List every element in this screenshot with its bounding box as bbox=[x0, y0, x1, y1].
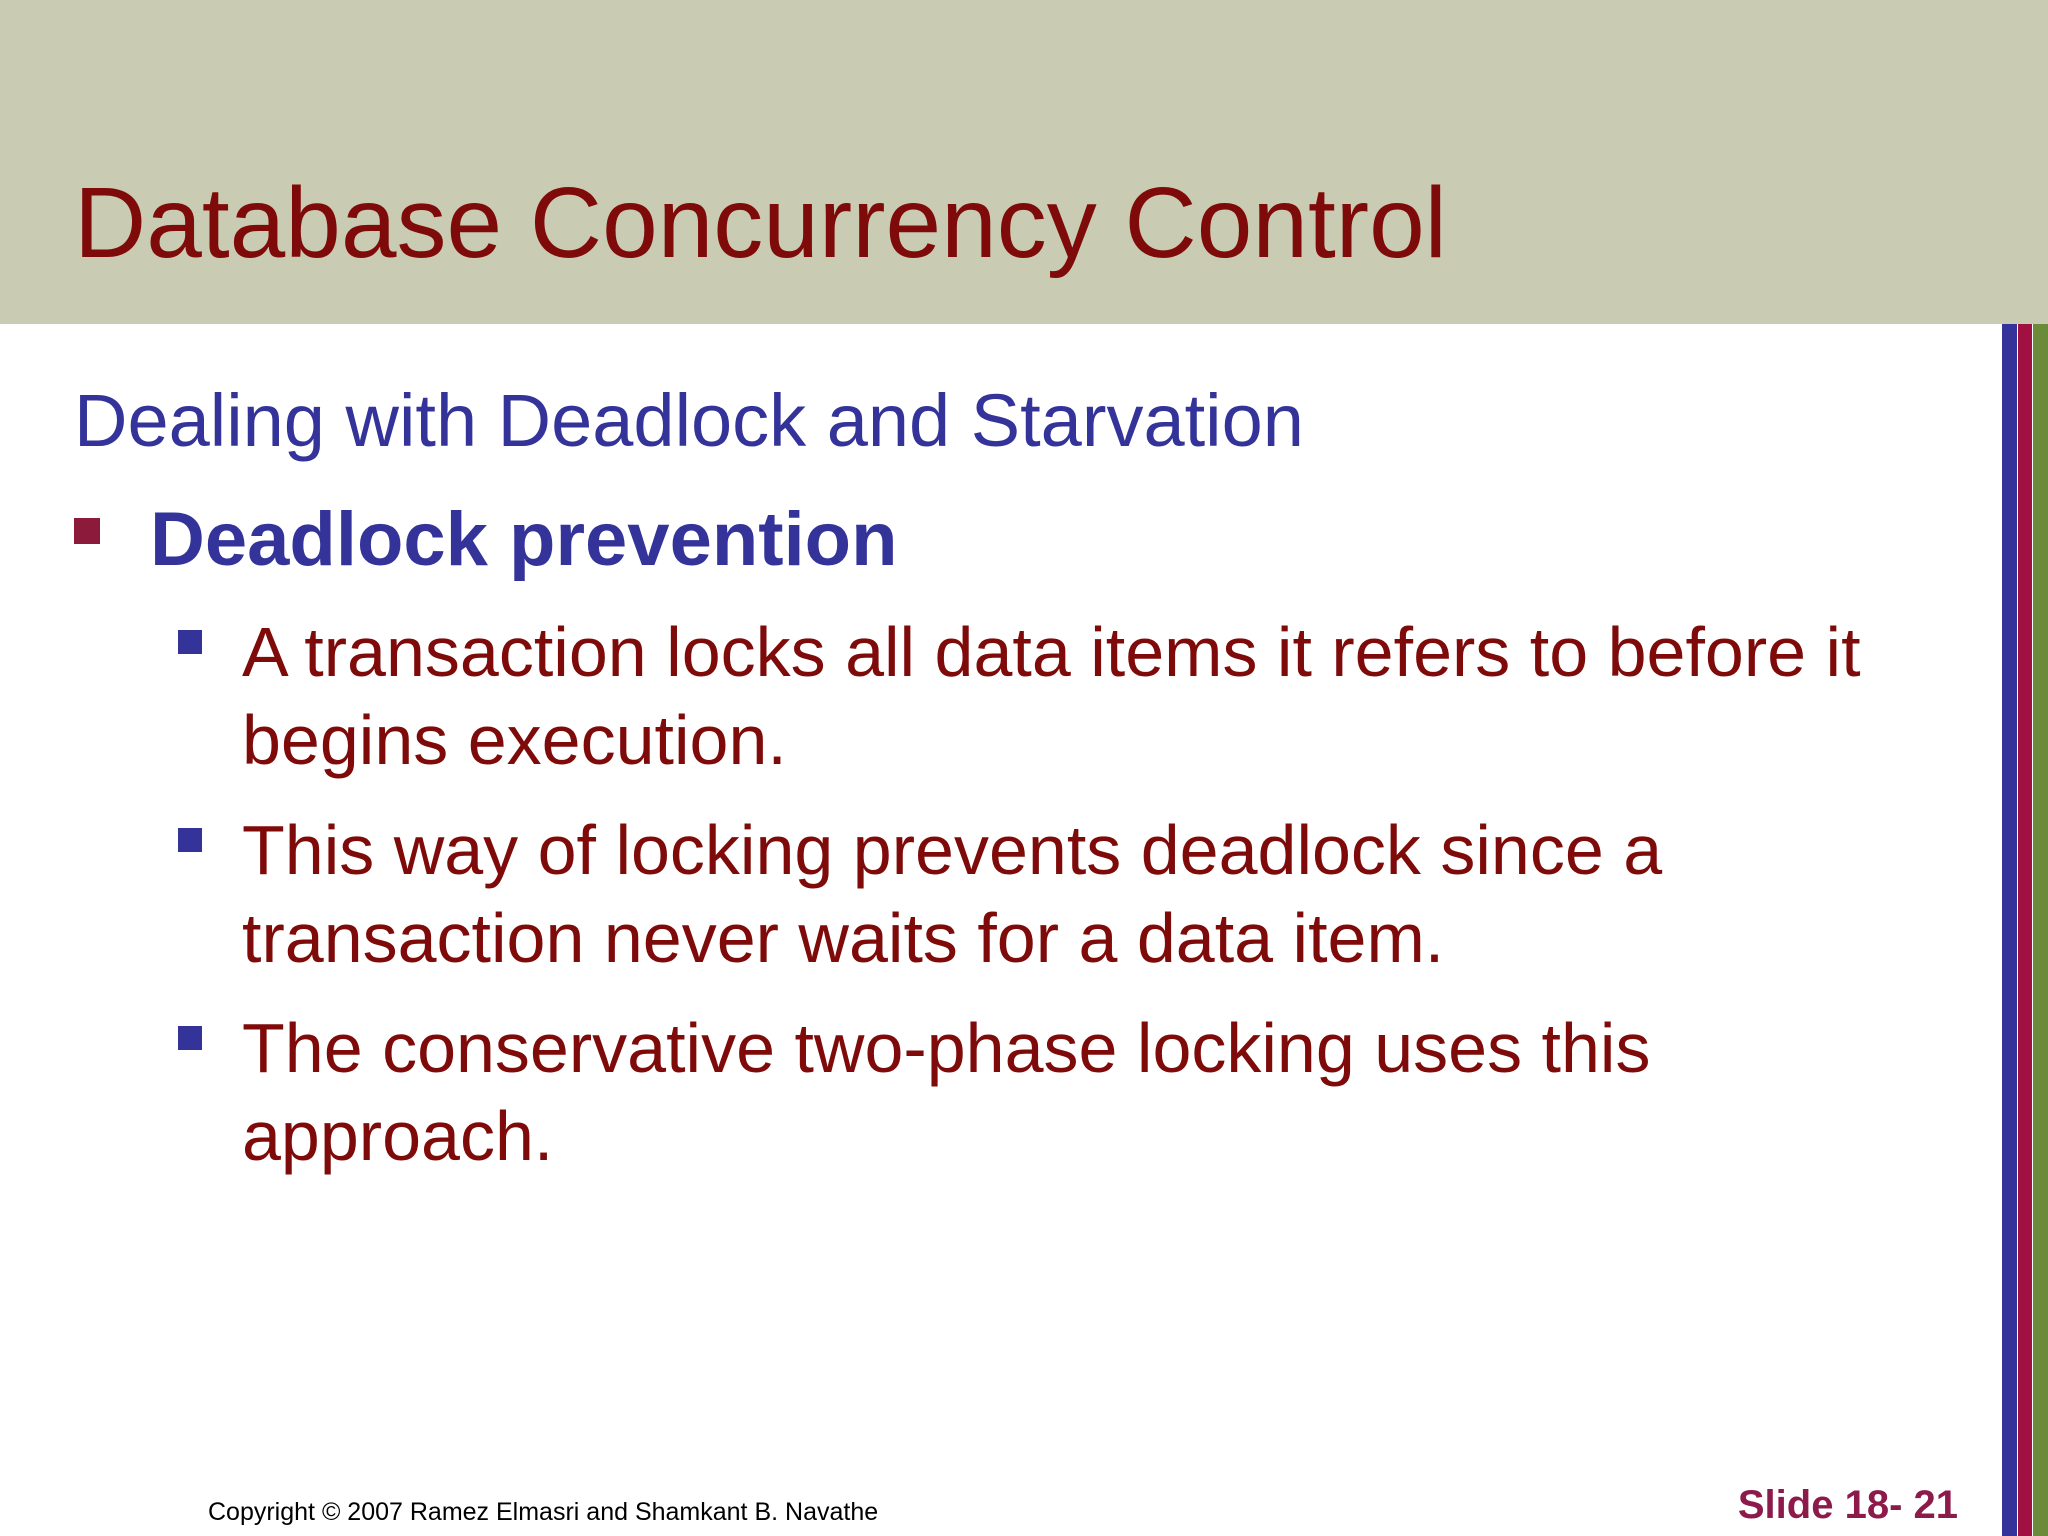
header-band bbox=[0, 0, 2048, 324]
sub-bullet-item bbox=[178, 608, 1918, 784]
slide-title: Database Concurrency Control bbox=[74, 167, 1447, 279]
side-stripes bbox=[2002, 324, 2048, 1536]
sub-bullet-text: This way of locking prevents deadlock since a transaction never waits for a data item. bbox=[242, 811, 1663, 977]
stripe-red bbox=[2018, 324, 2033, 1536]
sub-bullet-text: The conservative two-phase locking uses this approach. bbox=[242, 1009, 1651, 1175]
bullet-square-icon bbox=[74, 518, 100, 544]
bullet-square-icon bbox=[178, 828, 202, 852]
bullet-text: Deadlock prevention bbox=[150, 497, 898, 582]
stripe-green bbox=[2033, 324, 2048, 1536]
slide-number: Slide 18- 21 bbox=[1737, 1483, 1958, 1527]
bullet-square-icon bbox=[178, 1026, 202, 1050]
bullet-square-icon bbox=[178, 630, 202, 654]
copyright-notice: Copyright © 2007 Ramez Elmasri and Shamkant B. Navathe bbox=[208, 1498, 879, 1526]
bullet-deadlock-prevention bbox=[74, 496, 898, 583]
sub-bullet-list bbox=[178, 608, 1918, 1202]
sub-bullet-item bbox=[178, 806, 1918, 982]
sub-bullet-text: A transaction locks all data items it refers to before it begins execution. bbox=[242, 613, 1861, 779]
sub-bullet-item bbox=[178, 1004, 1918, 1180]
stripe-blue bbox=[2002, 324, 2017, 1536]
slide-subtitle: Dealing with Deadlock and Starvation bbox=[74, 379, 1304, 462]
